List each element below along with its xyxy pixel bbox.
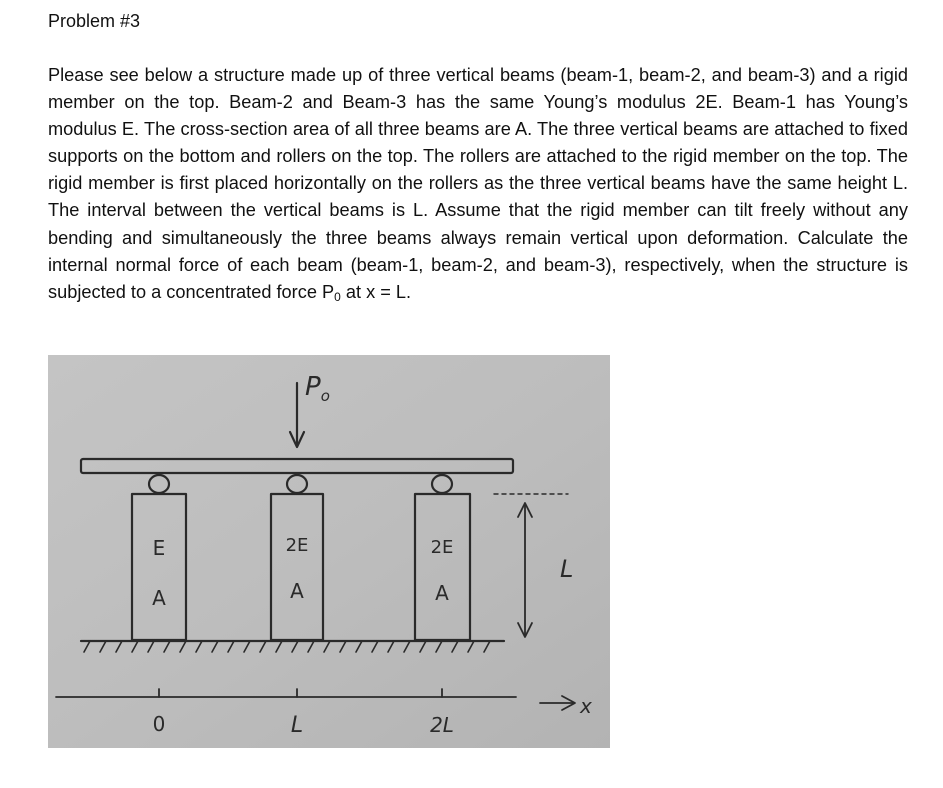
beam-3-modulus: 2E [430, 537, 454, 558]
beam-2-area: A [290, 579, 304, 603]
x-axis-label: x [580, 694, 592, 718]
statement-text-end: at x = L. [340, 281, 412, 302]
x-label-L: L [290, 713, 304, 738]
x-label-2L: 2L [430, 713, 454, 737]
statement-text: Please see below a structure made up of three vertical beams (beam-1, beam-2, and beam-3) and a rigid member on the top. Beam-2 and Beam-3 has the same Young’s modulus 2E. Beam-1 has Young’s modulus E. The cross-section area of all three beams are A. The three vertical beams are attached to fixed supports on the bottom and rollers on the top. The rollers are attached to the rigid member on the top. The rigid member is first placed horizontally on the rollers as the three vertical beams have the same height L. The interval between the vertical beams is L. Assume that the rigid member can tilt freely without any bending and simultaneously the three beams always remain vertical upon deformation. Calculate the internal normal force of each beam (beam-1, beam-2, and beam-3), respectively, when the structure is subjected to a concentrated force P [48, 65, 908, 302]
structure-figure [48, 355, 610, 748]
structure-diagram [48, 355, 610, 748]
problem-statement [48, 62, 908, 311]
problem-title: Problem #3 [48, 11, 141, 31]
beam-3-area: A [435, 581, 449, 605]
beam-1-area: A [152, 586, 166, 610]
force-label: $P_o$ [305, 372, 330, 405]
x-label-0: 0 [152, 712, 166, 736]
beam-2-modulus: 2E [285, 535, 309, 556]
height-label: L [560, 555, 574, 583]
beam-1-modulus: E [152, 536, 166, 560]
force-subscript: 0 [334, 289, 341, 304]
